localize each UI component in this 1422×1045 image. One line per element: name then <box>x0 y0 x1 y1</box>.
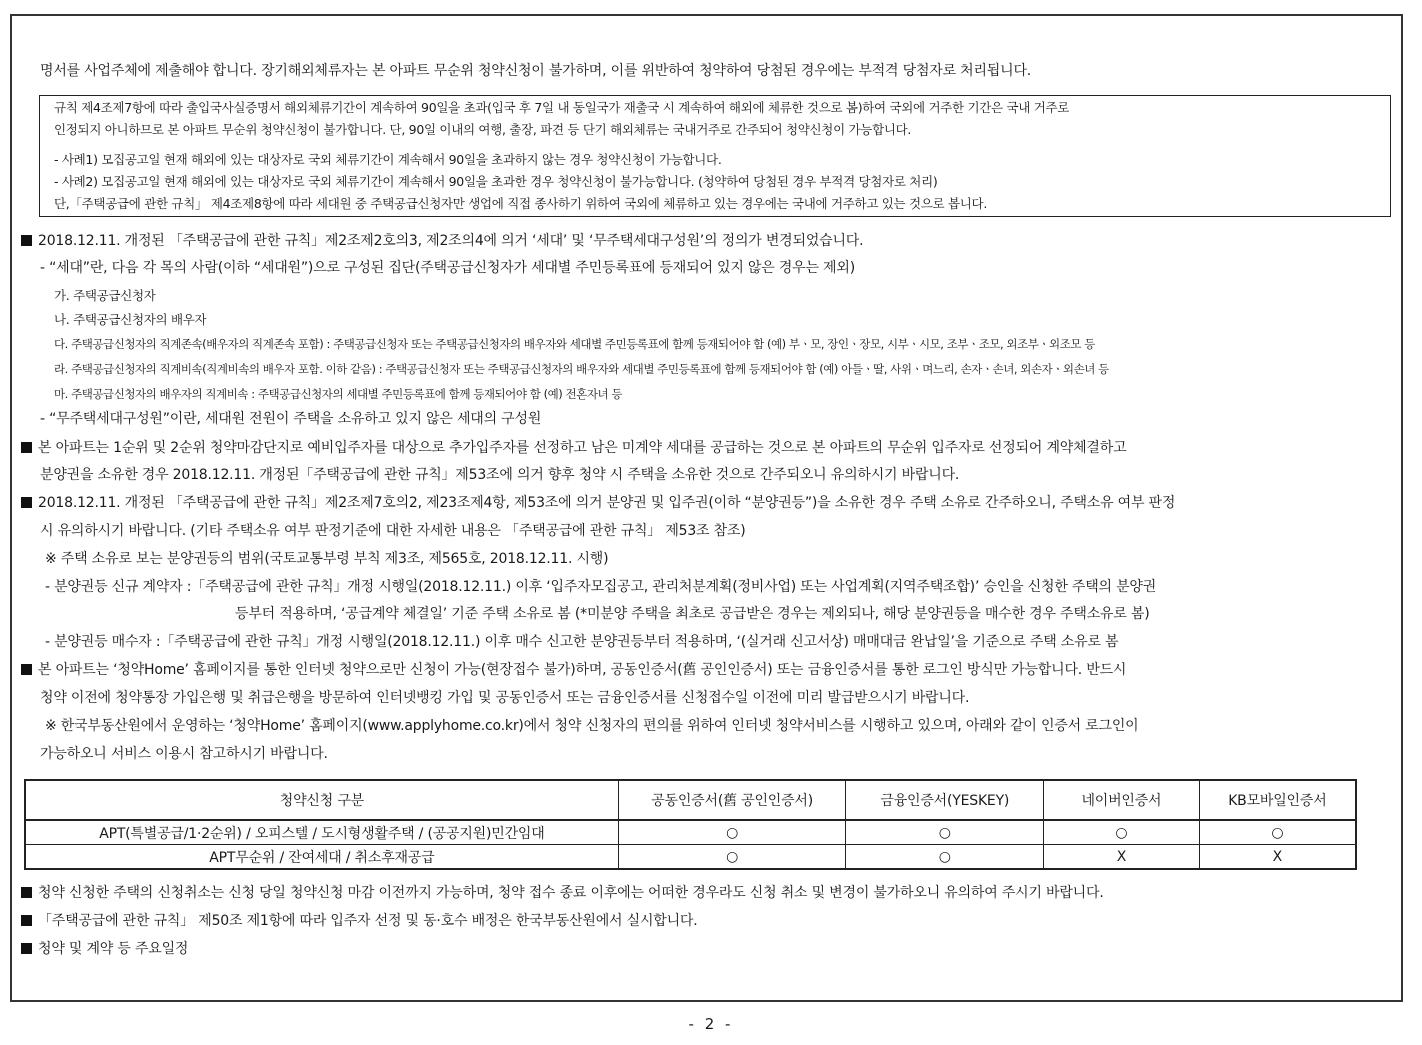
internet-note-1: ※ 한국부동산원에서 운영하는 ‘청약Home’ 홈페이지(www.applyhome.co.kr)에서 청약 신청자의 편의를 위하여 인터넷 청약서비스를 시행하고 있으며, 아래와 같이 인증서 로그인이 <box>45 718 1139 734</box>
table-cell: ○ <box>1044 820 1200 845</box>
unsold-line-1: 본 아파트는 1순위 및 2순위 청약마감단지로 예비입주자를 대상으로 추가입주자를 선정하고 남은 미계약 세대를 공급하는 것으로 본 아파트의 무순위 입주자로 선정되어 계약체결하고 <box>21 439 1126 457</box>
rights-line-2: 시 유의하시기 바랍니다. (기타 주택소유 여부 판정기준에 대한 자세한 내용은 「주택공급에 관한 규칙」 제53조 참조) <box>40 523 746 539</box>
certificate-table <box>24 779 1357 870</box>
table-header-cell: 금융인증서(YESKEY) <box>846 780 1044 820</box>
table-cell: ○ <box>846 820 1044 845</box>
table-header-cell: 청약신청 구분 <box>25 780 618 820</box>
table-cell: ○ <box>1199 820 1356 845</box>
rights-buyer: - 분양권등 매수자 :「주택공급에 관한 규칙」개정 시행일(2018.12.11.) 이후 매수 신고한 분양권등부터 적용하며, ‘(실거래 신고서상) 매매대금 완납일’을 기준으로 주택 소유로 봄 <box>45 634 1119 650</box>
square-bullet-icon <box>21 497 32 508</box>
household-item-ga: 가. 주택공급신청자 <box>54 288 156 303</box>
square-bullet-icon <box>21 943 32 954</box>
table-row-label: APT(특별공급/1·2순위) / 오피스텔 / 도시형생활주택 / (공공지원)민간임대 <box>25 820 618 845</box>
note-exception: 단,「주택공급에 관한 규칙」 제4조제8항에 따라 세대원 중 주택공급신청자만 생업에 직접 종사하기 위하여 국외에 체류하고 있는 경우에는 국내에 거주하고 있는 것으로 봅니다. <box>54 196 987 211</box>
page-number: - 2 - <box>688 1015 734 1033</box>
note-case-1: - 사례1) 모집공고일 현재 해외에 있는 대상자로 국외 체류기간이 계속해서 90일을 초과하지 않는 경우 청약신청이 가능합니다. <box>54 152 722 167</box>
closing-cancel: 청약 신청한 주택의 신청취소는 신청 당일 청약신청 마감 이전까지 가능하며, 청약 접수 종료 이후에는 어떠한 경우라도 신청 취소 및 변경이 불가하오니 유의하여 주시기 바랍니다. <box>21 884 1104 902</box>
table-header-row <box>25 780 1356 820</box>
rights-line-1: 2018.12.11. 개정된 「주택공급에 관한 규칙」제2조제7호의2, 제23조제4항, 제53조에 의거 분양권 및 입주권(이하 “분양권등”)을 소유한 경우 주택 소유로 간주하오니, 주택소유 여부 판정 <box>21 494 1175 512</box>
rights-new-contract-1: - 분양권등 신규 계약자 :「주택공급에 관한 규칙」개정 시행일(2018.12.11.) 이후 ‘입주자모집공고, 관리처분계획(정비사업) 또는 사업계획(지역주택조합)’ 승인을 신청한 주택의 분양권 <box>45 579 1157 595</box>
table-header-cell: 공동인증서(舊 공인인증서) <box>618 780 846 820</box>
square-bullet-icon <box>21 664 32 675</box>
closing-selection: 「주택공급에 관한 규칙」 제50조 제1항에 따라 입주자 선정 및 동·호수 배정은 한국부동산원에서 실시합니다. <box>21 912 698 930</box>
internet-note-2: 가능하오니 서비스 이용시 참고하시기 바랍니다. <box>40 746 328 762</box>
table-row <box>25 845 1356 870</box>
household-item-da: 다. 주택공급신청자의 직계존속(배우자의 직계존속 포함) : 주택공급신청자 또는 주택공급신청자의 배우자와 세대별 주민등록표에 함께 등재되어야 함 (예) 부ㆍ모, 장인ㆍ장모, 시부ㆍ시모, 조부ㆍ조모, 외조부ㆍ외조모 등 <box>54 337 1095 351</box>
table-header-cell: 네이버인증서 <box>1044 780 1200 820</box>
square-bullet-icon <box>21 915 32 926</box>
household-definition: - “세대”란, 다음 각 목의 사람(이하 “세대원”)으로 구성된 집단(주택공급신청자가 세대별 주민등록표에 등재되어 있지 않은 경우는 제외) <box>40 260 855 276</box>
household-item-ma: 마. 주택공급신청자의 배우자의 직계비속 : 주택공급신청자의 세대별 주민등록표에 함께 등재되어야 함 (예) 전혼자녀 등 <box>54 387 623 401</box>
internet-line-1: 본 아파트는 ‘청약Home’ 홈페이지를 통한 인터넷 청약으로만 신청이 가능(현장접수 불가)하며, 공동인증서(舊 공인인증서) 또는 금융인증서를 통한 로그인 방식만 가능합니다. 반드시 <box>21 661 1126 679</box>
table-cell: X <box>1199 845 1356 870</box>
closing-schedule: 청약 및 계약 등 주요일정 <box>21 940 188 958</box>
table-header-cell: KB모바일인증서 <box>1199 780 1356 820</box>
table-row-label: APT무순위 / 잔여세대 / 취소후재공급 <box>25 845 618 870</box>
unsold-line-2: 분양권을 소유한 경우 2018.12.11. 개정된「주택공급에 관한 규칙」제53조에 의거 향후 청약 시 주택을 소유한 것으로 간주되오니 유의하시기 바랍니다. <box>40 467 960 483</box>
table-cell: ○ <box>618 820 846 845</box>
square-bullet-icon <box>21 235 32 246</box>
note-line-1: 규칙 제4조제7항에 따라 출입국사실증명서 해외체류기간이 계속하여 90일을 초과(입국 후 7일 내 동일국가 재출국 시 계속하여 해외에 체류한 것으로 봄)하여 국외에 거주한 기간은 국내 거주로 <box>54 100 1070 115</box>
household-heading: 2018.12.11. 개정된 「주택공급에 관한 규칙」제2조제2호의3, 제2조의4에 의거 ‘세대’ 및 ‘무주택세대구성원’의 정의가 변경되었습니다. <box>21 232 863 250</box>
rights-note: ※ 주택 소유로 보는 분양권등의 범위(국토교통부령 부칙 제3조, 제565호, 2018.12.11. 시행) <box>45 551 609 567</box>
table-cell: ○ <box>618 845 846 870</box>
table-cell: ○ <box>846 845 1044 870</box>
square-bullet-icon <box>21 442 32 453</box>
note-case-2: - 사례2) 모집공고일 현재 해외에 있는 대상자로 국외 체류기간이 계속해서 90일을 초과한 경우 청약신청이 불가능합니다. (청약하여 당첨된 경우 부적격 당첨자로 처리) <box>54 174 938 189</box>
household-item-na: 나. 주택공급신청자의 배우자 <box>54 312 207 327</box>
square-bullet-icon <box>21 887 32 898</box>
household-item-ra: 라. 주택공급신청자의 직계비속(직계비속의 배우자 포함. 이하 같음) : 주택공급신청자 또는 주택공급신청자의 배우자와 세대별 주민등록표에 함께 등재되어야 함 (예) 아들ㆍ딸, 사위ㆍ며느리, 손자ㆍ손녀, 외손자ㆍ외손녀 등 <box>54 362 1109 376</box>
internet-line-2: 청약 이전에 청약통장 가입은행 및 취급은행을 방문하여 인터넷뱅킹 가입 및 공동인증서 또는 금융인증서를 신청접수일 이전에 미리 발급받으시기 바랍니다. <box>40 690 970 706</box>
table-cell: X <box>1044 845 1200 870</box>
rights-new-contract-2: 등부터 적용하며, ‘공급계약 체결일’ 기준 주택 소유로 봄 (*미분양 주택을 최초로 공급받은 경우는 제외되나, 해당 분양권등을 매수한 경우 주택소유로 봄) <box>235 606 1150 622</box>
note-line-2: 인정되지 아니하므로 본 아파트 무순위 청약신청이 불가합니다. 단, 90일 이내의 여행, 출장, 파견 등 단기 해외체류는 국내거주로 간주되어 청약신청이 가능합니다. <box>54 122 912 137</box>
intro-line: 명서를 사업주체에 제출해야 합니다. 장기해외체류자는 본 아파트 무순위 청약신청이 불가하며, 이를 위반하여 청약하여 당첨된 경우에는 부적격 당첨자로 처리됩니다. <box>40 63 1032 79</box>
table-row <box>25 820 1356 845</box>
homeless-definition: - “무주택세대구성원”이란, 세대원 전원이 주택을 소유하고 있지 않은 세대의 구성원 <box>40 411 542 427</box>
